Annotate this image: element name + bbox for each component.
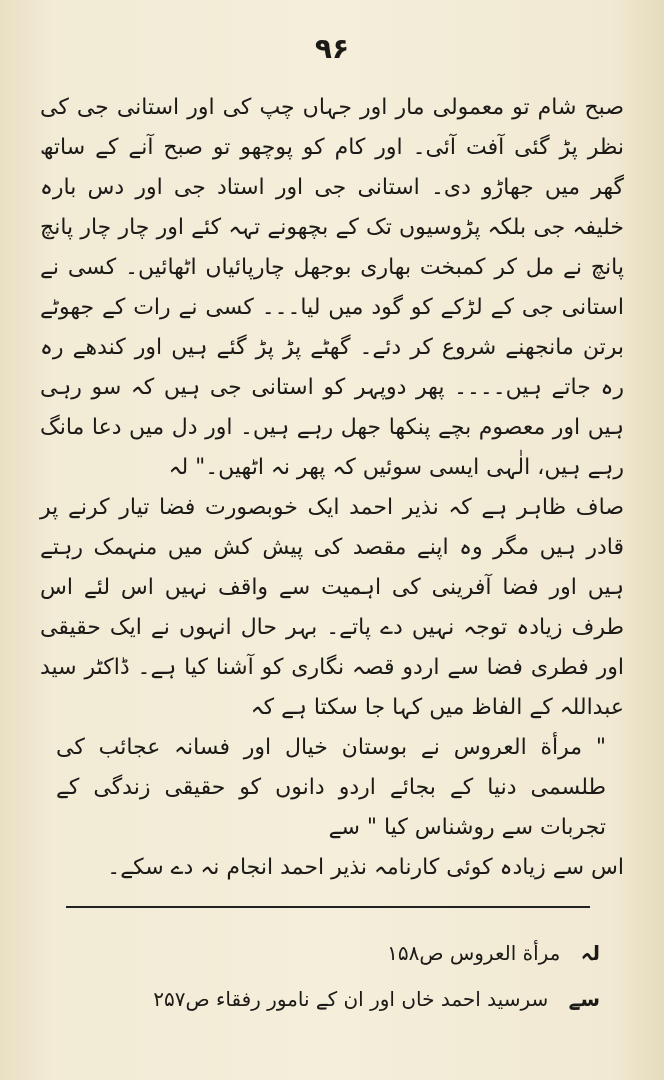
body-text xyxy=(40,88,624,888)
paragraph-quote-excerpt: صبح شام تو معمولی مار اور جہاں چپ کی اور استانی جی کی نظر پڑ گئی آفت آئی۔ اور کام کو پوچھو تو صبح آنے کے ساتھ گھر میں جھاڑو دی۔ استانی جی اور استاد جی اور دس بارہ خلیفہ جی بلکہ پڑوسیوں تک کے بچھونے تہہ کئے اور چار چار پانچ پانچ نے مل کر کمبخت بھاری بوجھل چارپائیاں اٹھائیں۔ کسی نے استانی جی کے لڑکے کو گود میں لیا۔۔۔ کسی نے رات کے جھوٹے برتن مانجھنے شروع کر دئے۔ گھٹے پڑ پڑ گئے ہیں اور کندھے رہ رہ جاتے ہیں۔۔۔۔ پھر دوپہر کو استانی جی ہیں کہ سو رہی ہیں اور معصوم بچے پنکھا جھل رہے ہیں۔ اور دل میں دعا مانگ رہے ہیں، الٰہی ایسی سوئیں کہ پھر نہ اٹھیں۔" لہ xyxy=(40,95,624,480)
block-quote: " مرأة العروس نے بوستان خیال اور فسانہ عجائب کی طلسمی دنیا کے بجائے اردو دانوں کو حقیقی زندگی کے تجربات سے روشناس کیا " سے xyxy=(56,735,606,840)
footnote-text: مرأة العروس ص۱۵۸ xyxy=(387,941,561,965)
paragraph-analysis: صاف ظاہر ہے کہ نذیر احمد ایک خوبصورت فضا تیار کرنے پر قادر ہیں مگر وہ اپنے مقصد کی پیش کش میں منہمک رہتے ہیں اور فضا آفرینی کی اہمیت سے واقف نہیں اس لئے اس طرف زیادہ توجہ نہیں دے پاتے۔ بہر حال انہوں نے ایک حقیقی اور فطری فضا سے اردو قصہ نگاری کو آشنا کیا ہے۔ ڈاکٹر سید عبداللہ کے الفاظ میں کہا جا سکتا ہے کہ xyxy=(40,495,624,720)
footnote-divider xyxy=(66,906,590,908)
footnote-item xyxy=(60,976,600,1022)
footnote-marker: سے xyxy=(568,987,600,1011)
page-number: ۹۶ xyxy=(314,32,350,65)
paragraph-closing: اس سے زیادہ کوئی کارنامہ نذیر احمد انجام نہ دے سکے۔ xyxy=(107,855,624,880)
footnotes xyxy=(60,930,600,1022)
footnote-text: سرسید احمد خاں اور ان کے نامور رفقاء ص۲۵۷ xyxy=(153,987,549,1011)
footnote-marker: لہ xyxy=(580,941,600,965)
footnote-item xyxy=(60,930,600,976)
